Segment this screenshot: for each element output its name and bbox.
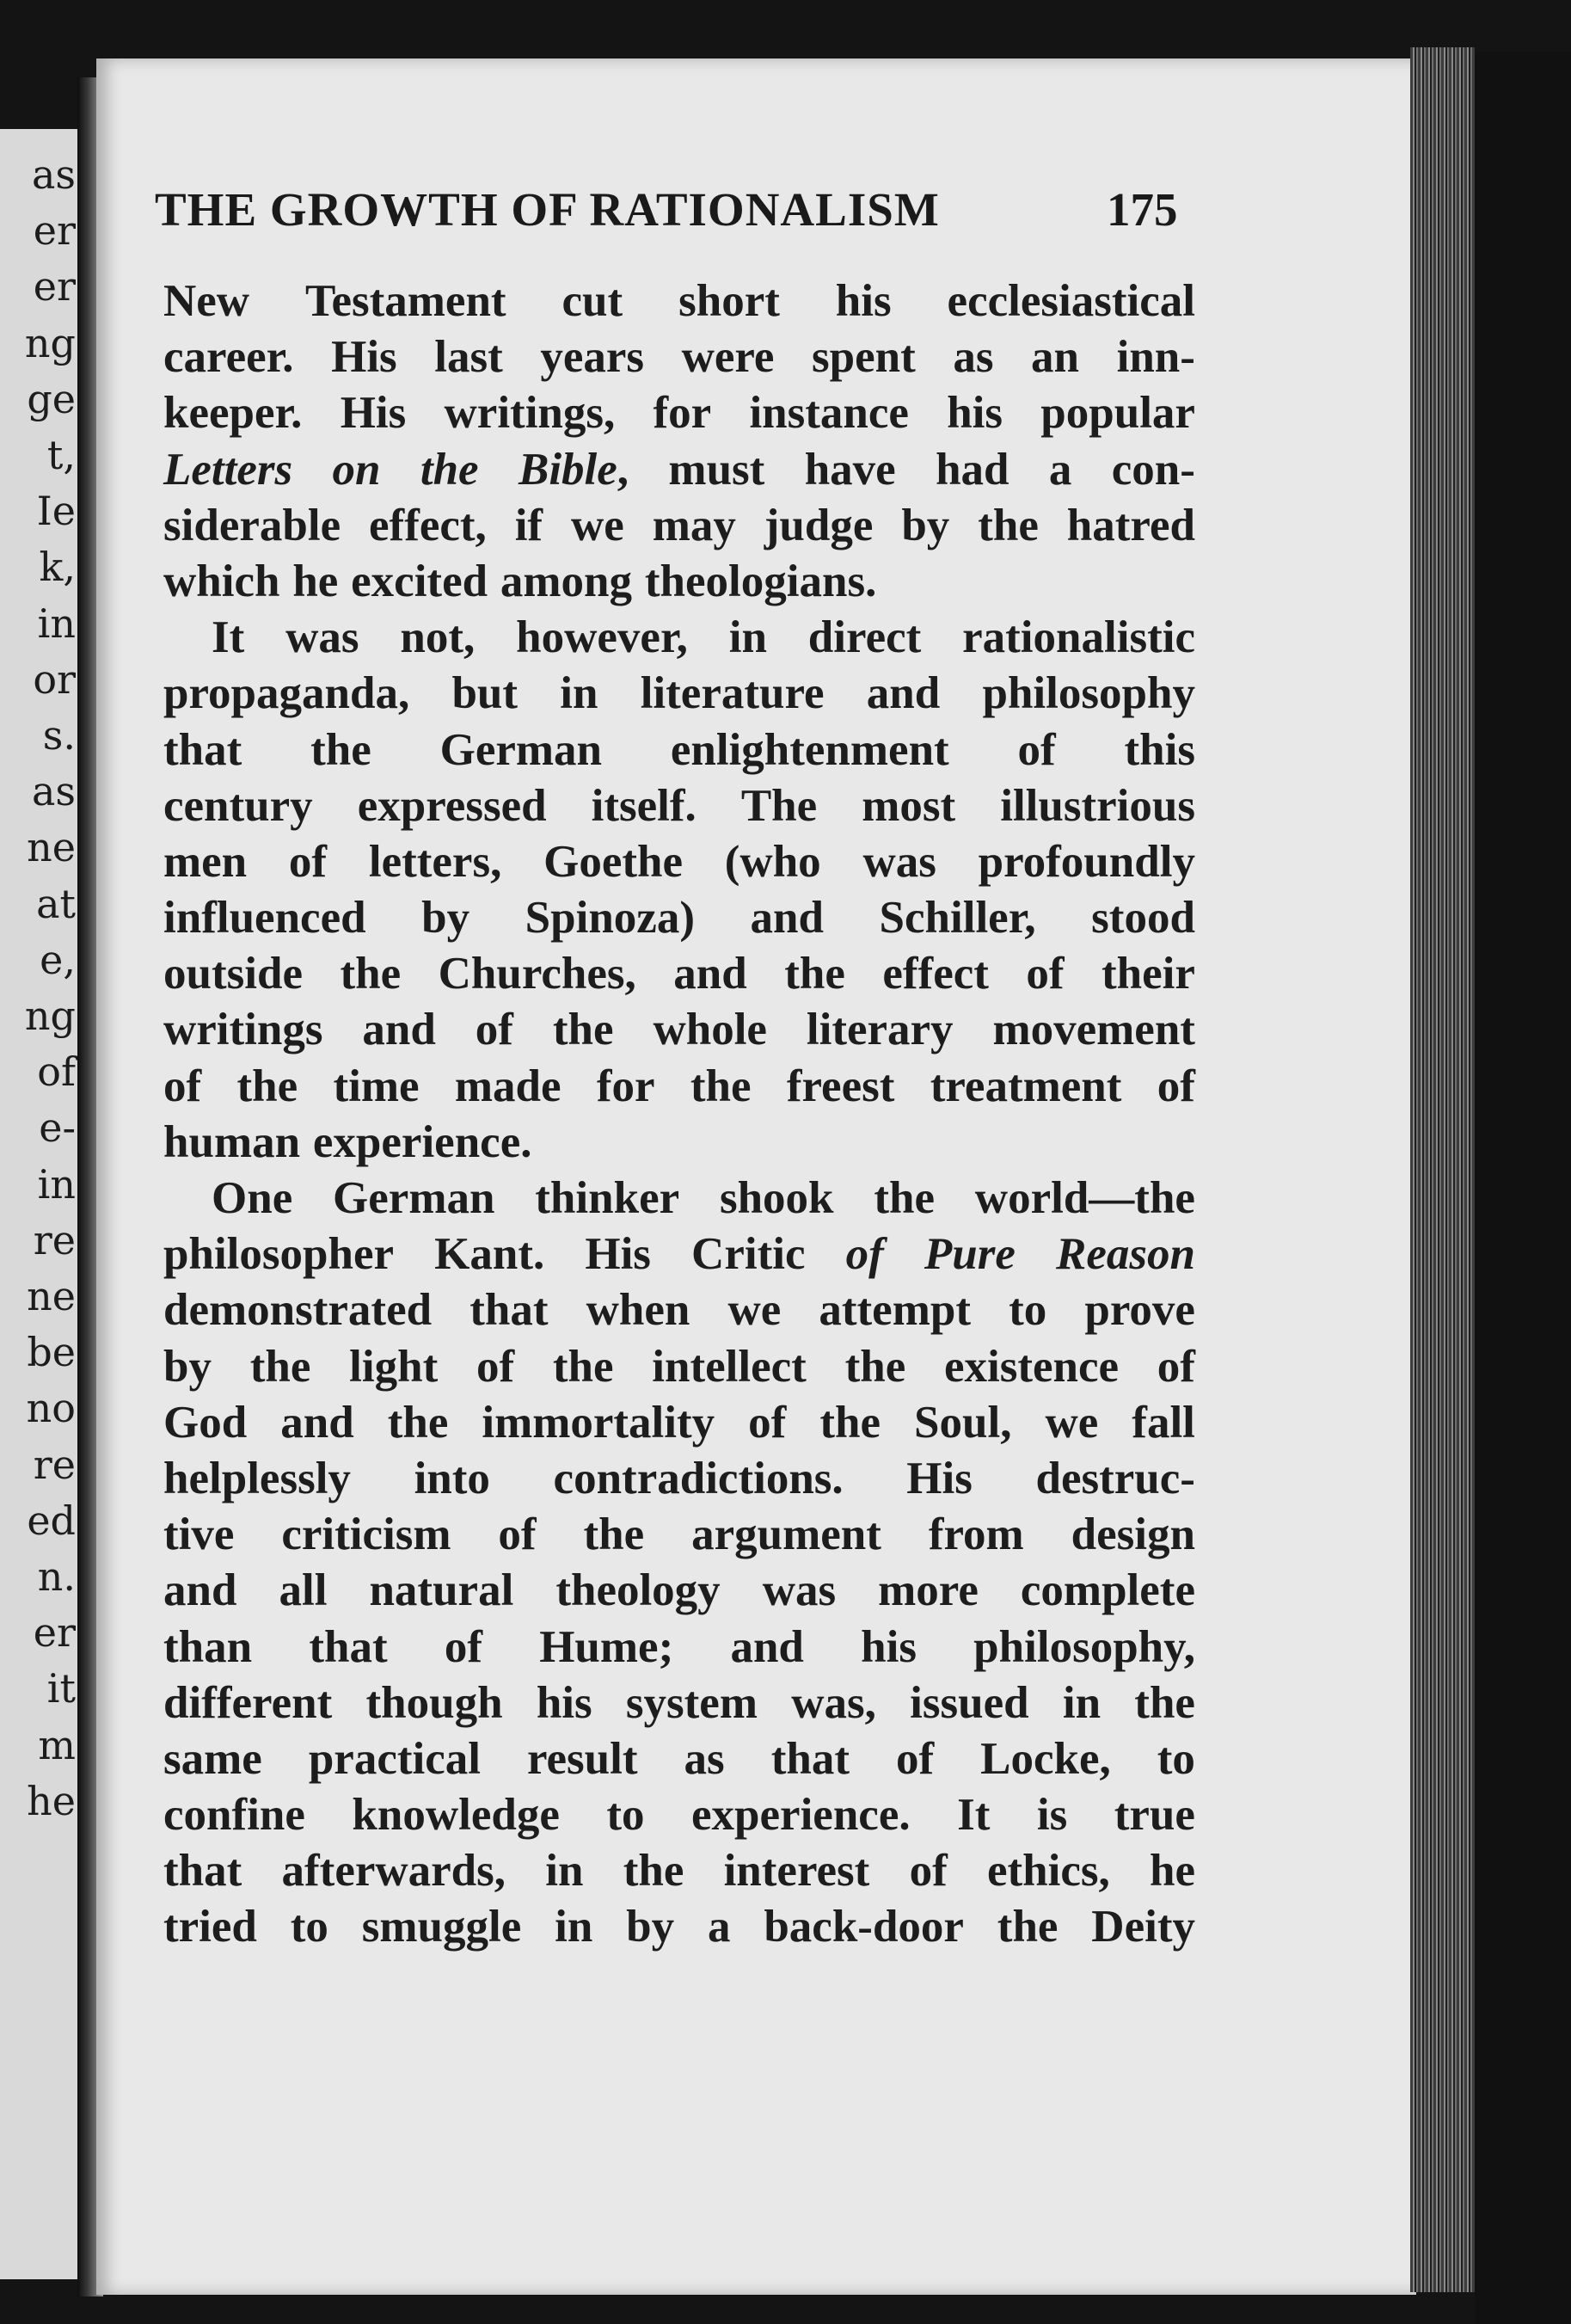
word: German bbox=[439, 724, 602, 775]
word: rationalistic bbox=[962, 612, 1195, 663]
word: however, bbox=[516, 612, 688, 663]
word: the bbox=[552, 1005, 614, 1055]
word: Reason bbox=[1055, 1229, 1195, 1280]
word: stood bbox=[1091, 893, 1195, 944]
word: His bbox=[331, 332, 397, 383]
text-line bbox=[163, 946, 1195, 1002]
word: Pure bbox=[924, 1229, 1016, 1280]
word: practical bbox=[308, 1733, 481, 1784]
word: his bbox=[947, 388, 1003, 439]
word: existence bbox=[943, 1341, 1120, 1392]
word: knowledge bbox=[352, 1790, 560, 1841]
text-line bbox=[163, 554, 1195, 610]
word: when bbox=[586, 1285, 690, 1336]
left-page-fragment: m bbox=[38, 1721, 76, 1768]
word: Testament bbox=[305, 276, 506, 326]
word: shook bbox=[719, 1173, 834, 1223]
word: of bbox=[895, 1733, 935, 1784]
word: the bbox=[874, 1173, 935, 1223]
left-page-fragment: of bbox=[37, 1048, 76, 1096]
word: than bbox=[163, 1621, 253, 1672]
word: direct bbox=[807, 612, 922, 663]
word: demonstrated bbox=[163, 1285, 433, 1336]
word: the bbox=[249, 1341, 311, 1392]
word: last bbox=[434, 332, 503, 383]
left-page-fragment: re bbox=[33, 1441, 76, 1488]
word: of bbox=[163, 1061, 202, 1111]
word: Goethe bbox=[543, 836, 683, 887]
left-page-fragment: e- bbox=[39, 1104, 76, 1152]
word: have bbox=[804, 444, 896, 495]
word: Locke, bbox=[980, 1733, 1111, 1784]
word: the bbox=[420, 444, 479, 495]
word: in bbox=[560, 668, 598, 719]
word: by bbox=[901, 500, 950, 550]
left-page-fragment: s. bbox=[42, 712, 76, 759]
word: of bbox=[498, 1509, 537, 1560]
word: criticism bbox=[281, 1509, 451, 1560]
word: and bbox=[163, 1565, 237, 1616]
text-line bbox=[163, 498, 1195, 554]
word: human bbox=[163, 1116, 301, 1167]
word: fall bbox=[1132, 1397, 1195, 1448]
text-line bbox=[163, 1451, 1195, 1507]
word: intellect bbox=[652, 1341, 807, 1392]
word: German bbox=[333, 1173, 495, 1223]
word: ethics, bbox=[986, 1846, 1110, 1897]
word: he bbox=[1149, 1846, 1195, 1897]
left-page-fragment: ge bbox=[27, 375, 76, 422]
word: Schiller, bbox=[879, 893, 1036, 944]
word: and bbox=[673, 949, 747, 999]
word: His bbox=[585, 1229, 651, 1280]
word: afterwards, bbox=[281, 1846, 506, 1897]
left-page-fragment: it bbox=[46, 1665, 76, 1712]
word: that bbox=[469, 1285, 549, 1336]
text-line bbox=[163, 1115, 1195, 1171]
left-page-fragment: as bbox=[31, 768, 76, 815]
word: his bbox=[835, 276, 892, 326]
word: the bbox=[844, 1341, 906, 1392]
text-line bbox=[163, 1002, 1195, 1058]
word: that bbox=[309, 1621, 388, 1672]
word: writings, bbox=[444, 388, 616, 439]
word: illustrious bbox=[1000, 780, 1195, 831]
word: the bbox=[236, 1061, 298, 1111]
word: their bbox=[1102, 949, 1195, 999]
text-line bbox=[163, 385, 1195, 441]
word: short bbox=[678, 276, 780, 326]
word: enlightenment bbox=[670, 724, 949, 775]
word: the bbox=[583, 1509, 645, 1560]
word: into bbox=[414, 1453, 490, 1503]
word: more bbox=[878, 1565, 979, 1616]
text-line bbox=[163, 1059, 1195, 1115]
word: by bbox=[421, 893, 470, 944]
word: career. bbox=[163, 332, 294, 383]
word: by bbox=[626, 1902, 675, 1952]
word: ecclesiastical bbox=[947, 276, 1195, 326]
word: interest bbox=[723, 1846, 870, 1897]
word: which bbox=[163, 556, 280, 606]
left-page-fragment: in bbox=[37, 1160, 76, 1208]
word: His bbox=[340, 388, 407, 439]
left-page-fragment: ne bbox=[27, 824, 76, 871]
text-line bbox=[163, 1731, 1195, 1787]
text-line bbox=[163, 1675, 1195, 1731]
word: true bbox=[1114, 1790, 1195, 1841]
word: Deity bbox=[1091, 1902, 1195, 1952]
word: was bbox=[862, 836, 936, 887]
word: light bbox=[349, 1341, 439, 1392]
word: New bbox=[163, 276, 250, 326]
word: for bbox=[596, 1061, 655, 1111]
left-page-fragment: no bbox=[26, 1385, 76, 1432]
word: must bbox=[668, 444, 765, 495]
text-line bbox=[163, 1899, 1195, 1955]
word: system bbox=[625, 1677, 758, 1728]
left-page-fragment: k, bbox=[39, 544, 76, 591]
text-line bbox=[163, 1843, 1195, 1899]
word: destruc- bbox=[1035, 1453, 1195, 1503]
word: we bbox=[570, 500, 624, 550]
word: popular bbox=[1040, 388, 1195, 439]
word: back-door bbox=[764, 1902, 964, 1952]
word: time bbox=[333, 1061, 420, 1111]
word: attempt bbox=[819, 1285, 971, 1336]
left-page-fragment: as bbox=[31, 151, 76, 198]
word: this bbox=[1124, 724, 1195, 775]
text-line bbox=[163, 1395, 1195, 1451]
word: contradictions. bbox=[553, 1453, 844, 1503]
word: among bbox=[500, 556, 633, 606]
word: as bbox=[684, 1733, 725, 1784]
word: the bbox=[310, 724, 371, 775]
word: in bbox=[545, 1846, 584, 1897]
word: cut bbox=[562, 276, 623, 326]
word: Spinoza) bbox=[525, 893, 695, 944]
word: One bbox=[212, 1173, 293, 1223]
left-facing-page bbox=[0, 129, 83, 2279]
word: Hume; bbox=[539, 1621, 674, 1672]
word: philosopher bbox=[163, 1229, 395, 1280]
word: the bbox=[784, 949, 845, 999]
text-line bbox=[163, 329, 1195, 385]
left-page-fragment: er bbox=[33, 1609, 76, 1657]
text-line bbox=[163, 834, 1195, 890]
text-line bbox=[163, 778, 1195, 834]
word: prove bbox=[1084, 1285, 1195, 1336]
word: propaganda, bbox=[163, 668, 410, 719]
text-line bbox=[163, 666, 1195, 722]
word: in bbox=[555, 1902, 593, 1952]
left-page-fragment: ng bbox=[24, 319, 76, 366]
word: spent bbox=[812, 332, 916, 383]
word: to bbox=[606, 1790, 645, 1841]
left-page-fragment: n. bbox=[37, 1553, 76, 1600]
word: letters, bbox=[368, 836, 502, 887]
text-line bbox=[163, 1620, 1195, 1675]
word: same bbox=[163, 1733, 262, 1784]
word: that bbox=[770, 1733, 850, 1784]
left-page-fragment: re bbox=[33, 1216, 76, 1263]
word: smuggle bbox=[361, 1902, 522, 1952]
word: of bbox=[845, 1229, 884, 1280]
word: was bbox=[762, 1565, 837, 1616]
word: argument bbox=[691, 1509, 881, 1560]
left-page-fragment: he bbox=[27, 1777, 76, 1824]
word: of bbox=[288, 836, 328, 887]
word: of bbox=[1157, 1341, 1195, 1392]
word: had bbox=[936, 444, 1009, 495]
word: from bbox=[928, 1509, 1024, 1560]
word: confine bbox=[163, 1790, 305, 1841]
text-line bbox=[163, 1171, 1195, 1227]
word: by bbox=[163, 1341, 212, 1392]
word: (who bbox=[724, 836, 821, 887]
word: immortality bbox=[482, 1397, 715, 1448]
scan-background bbox=[1475, 52, 1571, 2324]
word: thinker bbox=[535, 1173, 680, 1223]
text-line bbox=[163, 1227, 1195, 1282]
word: complete bbox=[1020, 1565, 1195, 1616]
word: God bbox=[163, 1397, 248, 1448]
word: excited bbox=[351, 556, 488, 606]
word: his bbox=[536, 1677, 592, 1728]
word: was bbox=[285, 612, 359, 663]
word: in bbox=[1062, 1677, 1102, 1728]
page-number: 175 bbox=[1107, 183, 1178, 236]
word: con- bbox=[1111, 444, 1195, 495]
word: the bbox=[1134, 1677, 1195, 1728]
word: philosophy bbox=[982, 668, 1195, 719]
word: in bbox=[728, 612, 767, 663]
word: issued bbox=[910, 1677, 1029, 1728]
word: helplessly bbox=[163, 1453, 351, 1503]
text-line bbox=[163, 722, 1195, 778]
word: design bbox=[1071, 1509, 1195, 1560]
left-page-fragment: e, bbox=[40, 936, 76, 983]
left-page-fragment: be bbox=[27, 1329, 76, 1376]
word: theology bbox=[555, 1565, 721, 1616]
word: hatred bbox=[1066, 500, 1195, 550]
word: of bbox=[1026, 949, 1065, 999]
word: and bbox=[750, 893, 824, 944]
word: His bbox=[906, 1453, 973, 1503]
word: all bbox=[279, 1565, 328, 1616]
word: instance bbox=[749, 388, 909, 439]
word: Bible, bbox=[518, 444, 629, 495]
word: and bbox=[730, 1621, 804, 1672]
word: movement bbox=[992, 1005, 1195, 1055]
word: the bbox=[978, 500, 1039, 550]
word: that bbox=[163, 724, 242, 775]
word: It bbox=[212, 612, 245, 663]
text-line bbox=[163, 442, 1195, 498]
word: made bbox=[454, 1061, 562, 1111]
word: the bbox=[690, 1061, 752, 1111]
word: experience. bbox=[691, 1790, 911, 1841]
word: of bbox=[475, 1005, 513, 1055]
left-page-fragment: ne bbox=[27, 1273, 76, 1319]
running-head: THE GROWTH OF RATIONALISM bbox=[155, 183, 940, 236]
word: result bbox=[526, 1733, 638, 1784]
text-line bbox=[163, 1339, 1195, 1395]
text-line bbox=[163, 1787, 1195, 1843]
word: writings bbox=[163, 1005, 323, 1055]
text-line bbox=[163, 1282, 1195, 1338]
word: a bbox=[1048, 444, 1072, 495]
left-page-fragment: or bbox=[33, 655, 76, 703]
word: The bbox=[740, 780, 818, 831]
word: not, bbox=[400, 612, 476, 663]
word: to bbox=[290, 1902, 328, 1952]
word: as bbox=[953, 332, 994, 383]
word: century bbox=[163, 780, 313, 831]
word: but bbox=[451, 668, 519, 719]
word: and bbox=[866, 668, 941, 719]
word: and bbox=[280, 1397, 354, 1448]
word: literary bbox=[806, 1005, 954, 1055]
word: Soul, bbox=[914, 1397, 1012, 1448]
left-page-fragment: er bbox=[33, 207, 76, 255]
word: world—the bbox=[974, 1173, 1195, 1223]
word: itself. bbox=[591, 780, 697, 831]
word: literature bbox=[640, 668, 825, 719]
word: experience. bbox=[312, 1116, 532, 1167]
word: the bbox=[623, 1846, 684, 1897]
word: freest bbox=[786, 1061, 895, 1111]
word: were bbox=[681, 332, 775, 383]
word: was, bbox=[791, 1677, 876, 1728]
word: men bbox=[163, 836, 248, 887]
word: to bbox=[1157, 1733, 1195, 1784]
word: that bbox=[163, 1846, 242, 1897]
page-edges bbox=[1410, 47, 1475, 2292]
word: his bbox=[861, 1621, 917, 1672]
word: philosophy, bbox=[973, 1621, 1195, 1672]
text-line bbox=[163, 1563, 1195, 1619]
word: Kant. bbox=[434, 1229, 545, 1280]
word: years bbox=[540, 332, 644, 383]
word: Critic bbox=[691, 1229, 806, 1280]
word: inn- bbox=[1116, 332, 1195, 383]
word: we bbox=[727, 1285, 782, 1336]
word: whole bbox=[653, 1005, 767, 1055]
word: It bbox=[957, 1790, 991, 1841]
word: of bbox=[476, 1341, 515, 1392]
word: on bbox=[332, 444, 381, 495]
left-page-fragment: ng bbox=[24, 993, 76, 1039]
word: influenced bbox=[163, 893, 366, 944]
word: expressed bbox=[357, 780, 547, 831]
word: the bbox=[340, 949, 402, 999]
word: of bbox=[748, 1397, 787, 1448]
word: effect, bbox=[369, 500, 487, 550]
word: theologians. bbox=[644, 556, 877, 606]
text-line bbox=[163, 610, 1195, 666]
word: we bbox=[1045, 1397, 1099, 1448]
word: an bbox=[1031, 332, 1080, 383]
left-page-fragment: t, bbox=[46, 432, 76, 478]
text-line bbox=[163, 274, 1195, 329]
word: though bbox=[365, 1677, 503, 1728]
left-page-fragment: er bbox=[33, 263, 76, 310]
word: natural bbox=[369, 1565, 514, 1616]
word: the bbox=[997, 1902, 1059, 1952]
word: he bbox=[292, 556, 339, 606]
word: to bbox=[1009, 1285, 1047, 1336]
word: of bbox=[1157, 1061, 1195, 1111]
word: tried bbox=[163, 1902, 257, 1952]
word: for bbox=[653, 388, 712, 439]
word: effect bbox=[882, 949, 989, 999]
text-line bbox=[163, 1507, 1195, 1563]
word: most bbox=[862, 780, 956, 831]
word: the bbox=[552, 1341, 614, 1392]
text-line bbox=[163, 890, 1195, 946]
word: the bbox=[819, 1397, 881, 1448]
word: judge bbox=[764, 500, 874, 550]
word: is bbox=[1036, 1790, 1068, 1841]
word: if bbox=[514, 500, 543, 550]
word: the bbox=[387, 1397, 449, 1448]
left-page-fragment: in bbox=[37, 599, 76, 647]
word: Letters bbox=[163, 444, 293, 495]
word: a bbox=[707, 1902, 731, 1952]
word: of bbox=[444, 1621, 482, 1672]
word: keeper. bbox=[163, 388, 303, 439]
word: outside bbox=[163, 949, 303, 999]
word: of bbox=[909, 1846, 948, 1897]
word: of bbox=[1017, 724, 1056, 775]
left-page-fragment: Ie bbox=[36, 488, 76, 535]
word: siderable bbox=[163, 500, 341, 550]
body-text bbox=[163, 274, 1195, 1956]
left-page-fragment: at bbox=[36, 880, 76, 927]
word: may bbox=[652, 500, 736, 550]
word: treatment bbox=[930, 1061, 1122, 1111]
word: different bbox=[163, 1677, 333, 1728]
word: profoundly bbox=[978, 836, 1195, 887]
left-page-fragment: ed bbox=[27, 1497, 76, 1544]
word: and bbox=[362, 1005, 436, 1055]
word: Churches, bbox=[438, 949, 636, 999]
word: tive bbox=[163, 1509, 235, 1560]
